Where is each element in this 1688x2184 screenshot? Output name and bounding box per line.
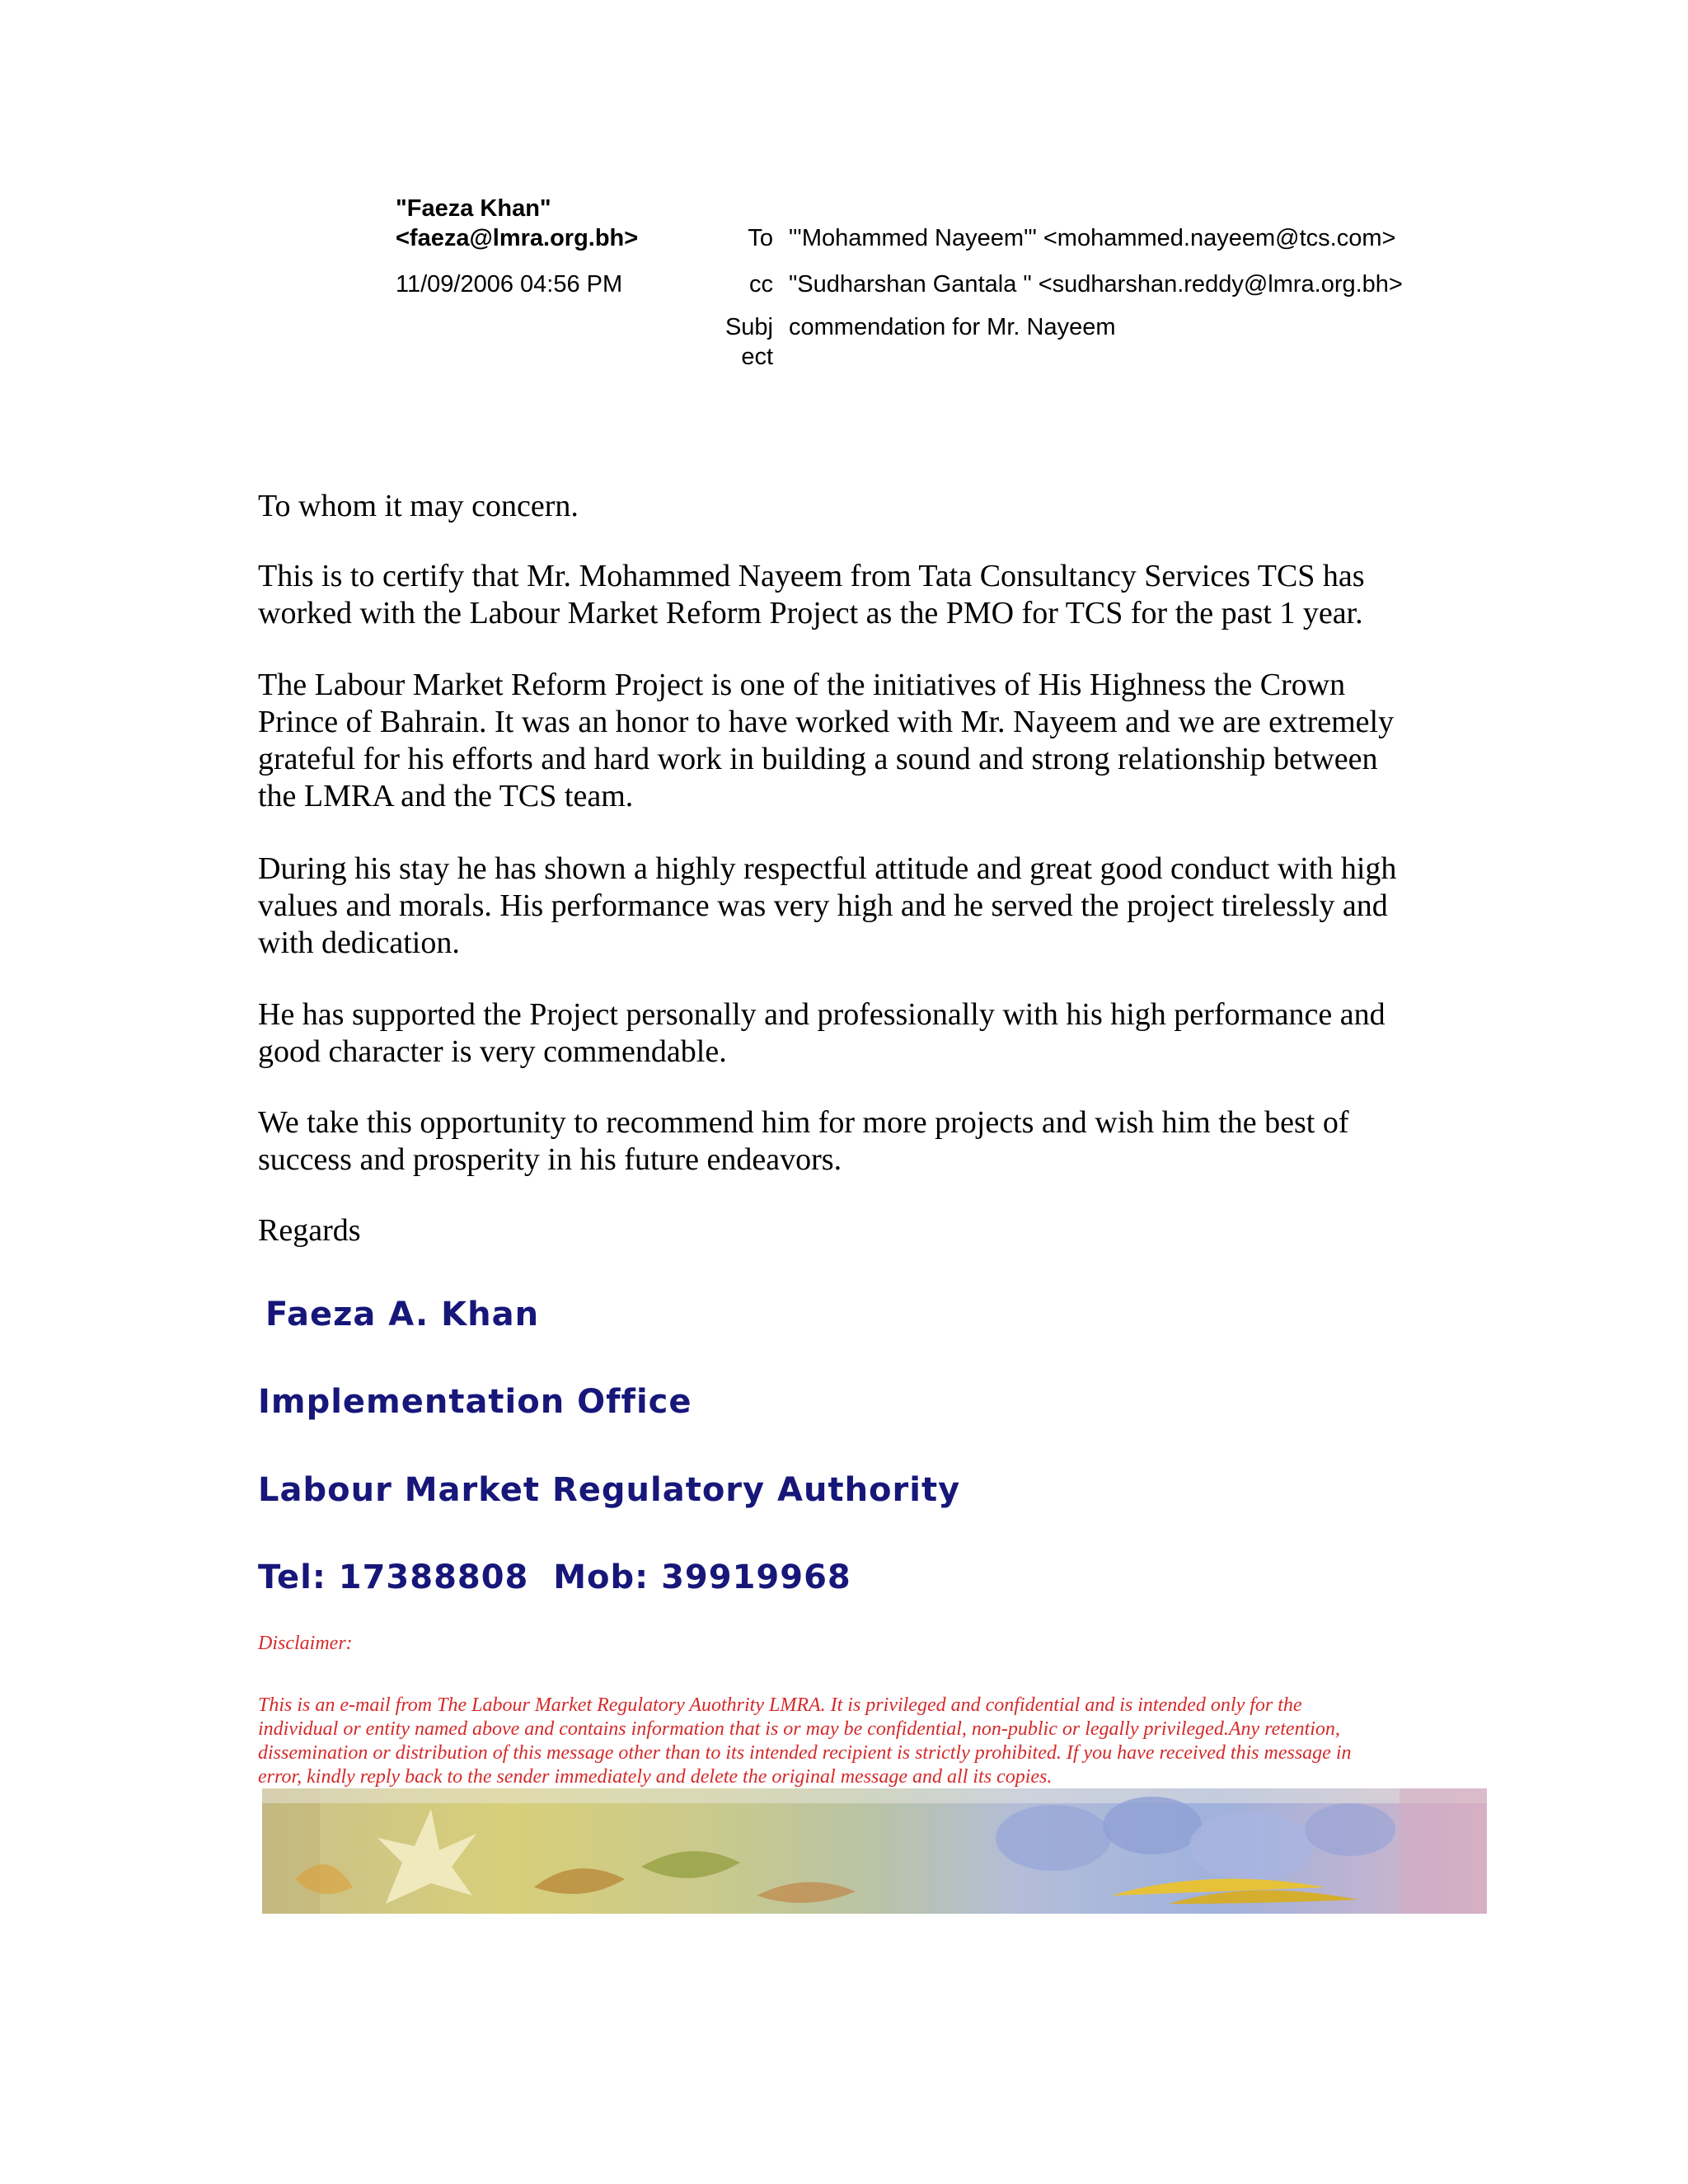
cc-label: cc [749, 271, 773, 298]
paragraph-line: Prince of Bahrain. It was an honor to have worked with Mr. Nayeem and we are extremely [258, 705, 1395, 739]
cc-recipients: "Sudharshan Gantala " <sudharshan.reddy@lmra.org.bh> [789, 271, 1403, 298]
paragraph-line: This is to certify that Mr. Mohammed Nayeem from Tata Consultancy Services TCS has [258, 559, 1365, 593]
sender-name: "Faeza Khan" [396, 195, 551, 222]
greeting: To whom it may concern. [258, 489, 579, 523]
paragraph-line: He has supported the Project personally and professionally with his high performance and [258, 997, 1386, 1032]
to-recipients: "'Mohammed Nayeem'" <mohammed.nayeem@tcs.com> [789, 225, 1396, 251]
to-label: To [748, 225, 773, 251]
paragraph-line: good character is very commendable. [258, 1034, 727, 1069]
subject-label-line2: ect [741, 344, 773, 370]
signature-name: Faeza A. Khan [265, 1296, 540, 1333]
paragraph-line: with dedication. [258, 926, 460, 960]
disclaimer-text [258, 1694, 1478, 1789]
paragraph-line: values and morals. His performance was very high and he served the project tirelessly and [258, 888, 1388, 923]
signature-org: Labour Market Regulatory Authority [258, 1471, 961, 1509]
paragraph-certify [258, 558, 1478, 632]
paragraph-line: worked with the Labour Market Reform Project as the PMO for TCS for the past 1 year. [258, 596, 1363, 630]
paragraph-line: During his stay he has shown a highly respectful attitude and great good conduct with high [258, 851, 1397, 886]
sent-date: 11/09/2006 04:56 PM [396, 271, 623, 298]
paragraph-line: the LMRA and the TCS team. [258, 779, 634, 813]
decorative-banner-image [262, 1788, 1487, 1914]
paragraph-line: success and prosperity in his future endeavors. [258, 1142, 842, 1177]
subject-value: commendation for Mr. Nayeem [789, 314, 1116, 340]
disclaimer-line: dissemination or distribution of this message other than to its intended recipient is strictly prohibited. If you have received this message in [258, 1742, 1352, 1764]
paragraph-project [258, 667, 1478, 815]
sender-email: <faeza@lmra.org.bh> [396, 225, 639, 251]
paragraph-conduct [258, 851, 1478, 962]
disclaimer-line: error, kindly reply back to the sender immediately and delete the original message and all its copies. [258, 1766, 1053, 1788]
paragraph-recommend [258, 1104, 1478, 1179]
disclaimer-line: individual or entity named above and contains information that is or may be confidential, non-public or legally privileged.Any retention, [258, 1718, 1340, 1740]
signature-phones: Tel: 17388808 Mob: 39919968 [258, 1558, 851, 1596]
closing: Regards [258, 1213, 361, 1248]
disclaimer-title: Disclaimer: [258, 1633, 353, 1654]
paragraph-support [258, 996, 1478, 1071]
paragraph-line: grateful for his efforts and hard work in building a sound and strong relationship between [258, 742, 1378, 776]
subject-label-line1: Subj [724, 314, 773, 340]
signature-office: Implementation Office [258, 1383, 692, 1421]
subject-label [674, 312, 773, 372]
disclaimer-line: This is an e-mail from The Labour Market Regulatory Auothrity LMRA. It is privileged and confidential and is intended only for the [258, 1694, 1302, 1716]
paragraph-line: We take this opportunity to recommend him for more projects and wish him the best of [258, 1105, 1349, 1140]
paragraph-line: The Labour Market Reform Project is one of the initiatives of His Highness the Crown [258, 668, 1346, 702]
